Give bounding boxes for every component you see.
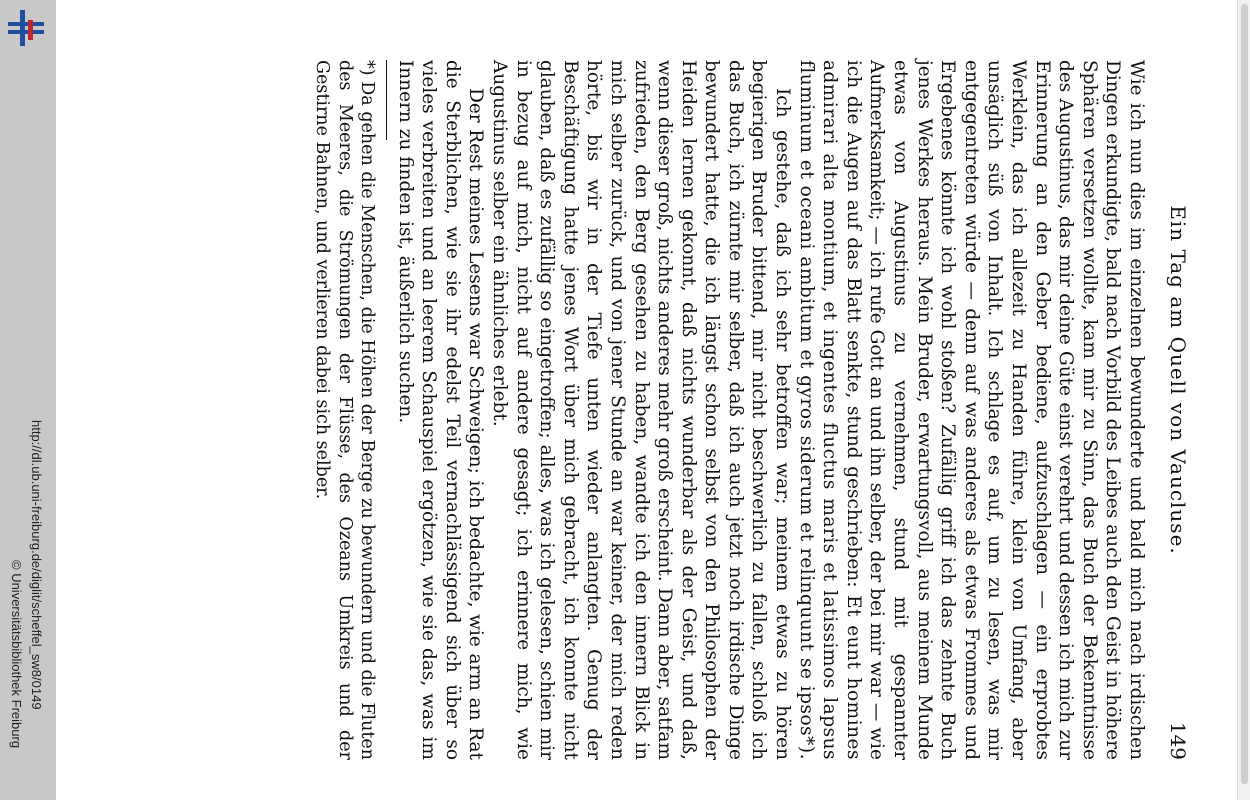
footnote: *) Da gehen die Menschen, die Höhen der Berge zu bewundern und die Fluten des Meeres, die Strömungen der Flüsse, des Ozeans Umkreis und der Gestirne Bahnen, und verlieren dabei sich selber. [312,60,377,760]
scroll-thumb[interactable] [1241,4,1248,784]
vertical-scrollbar[interactable] [1237,0,1250,800]
page-header [1166,60,1190,760]
paragraph-3: Der Rest meines Lesens war Schweigen; ich bedachte, wie arm an Rat die Sterblichen, wie sie ihr edelst Teil vernachlässigend sich über so vieles verbreiten und an leerem Schauspiel ergötzen, wie sie das, was im Innern zu finden ist, äußerlich suchen. [394,60,487,760]
page-number: 149 [1166,721,1190,760]
latin-quote: Et eunt homines admirari alta montium, et ingentes fluctus maris et latissimos lapsus fluminum et oceani ambitum et gyros siderum et relinquunt se ipsos*). [795,60,864,761]
source-url[interactable]: http://dl.ub.uni-freiburg.de/diglit/scheffel_sw8/0149 [29,420,44,710]
viewer-sidebar [0,0,56,800]
scanned-page [130,60,1190,760]
footnote-divider [386,60,387,140]
paragraph-1 [794,60,1148,760]
running-head: Ein Tag am Quell von Vaucluse. [1166,205,1190,555]
copyright-notice: © Universitätsbibliothek Freiburg [9,560,24,749]
paragraph-2: Ich gestehe, daß ich sehr betroffen war; meinem etwas zu hören begierigen Bruder bittend, mir nicht beschwerlich zu fallen, schloß ich das Buch, ich zürnte mir selber, daß ich auch jetzt noch irdische Dinge bewundert hatte, die ich längst schon selbst von den Philosophen der Heiden lernen gekonnt, daß nichts wunderbar als der Geist, und daß, wenn dieser groß, nichts anderes mehr groß erscheint. Dann aber, satfam zufrieden, den Berg gesehen zu haben, wandte ich den innern Blick in mich selber zurück, und von jener Stunde an war keiner, der mich reden hörte, bis wir in der Tiefe unten wieder anlangten. Genug der Beschäftigung hatte jenes Wort über mich gebracht, ich konnte nicht glauben, daß es zufällig so eingetroffen; alles, was ich gelesen, schien mir in bezug auf mich, nicht auf andere gesagt; ich erinnere mich, wie Augustinus selber ein ähnliches erlebt. [488,60,794,760]
library-logo-icon [4,6,48,50]
paragraph-1-text: Wie ich nun dies im einzelnen bewunderte und bald mich nach irdischen Dingen erkundigte, bald nach Vorbild des Leibes auch den Geist in höhere Sphären versetzen wollte, kam mir zu Sinn, das Buch der Bekenntnisse des Augustinus, das mir deine Güte einst verehrt und dessen ich mich zur Erinnerung an den Geber bediene, aufzuschlagen — ein erprobtes Werklein, das ich allezeit zu Handen führe, klein von Umfang, aber unsäglich süß von Inhalt. Ich schlage es auf, um zu lesen, was mir entgegentreten würde — denn auf was anderes als etwas Frommes und Ergebenes könnte ich wohl stoßen? Zufällig griff ich das zehnte Buch jenes Werkes heraus. Mein Bruder, erwartungsvoll, aus meinem Munde etwas von Augustinus zu vernehmen, stund mit gespannter Aufmerksamkeit; — ich rufe Gott an und ihn selber, der bei mir war — wie ich die Augen auf das Blatt senkte, stund geschrieben: [842,60,1147,760]
